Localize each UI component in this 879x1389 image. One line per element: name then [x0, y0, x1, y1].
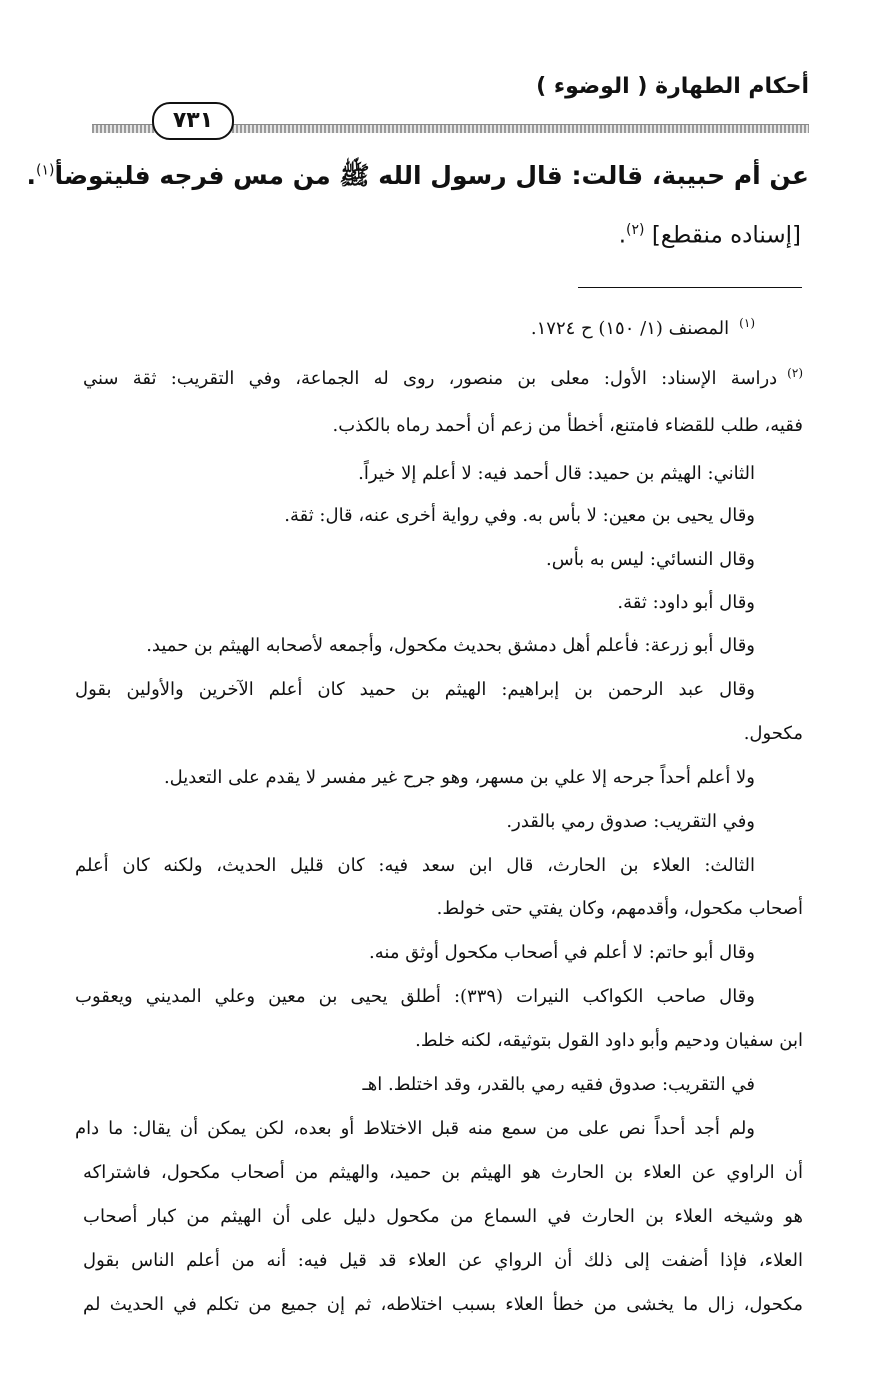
running-title: أحكام الطهارة ( الوضوء )	[536, 74, 809, 99]
footnote-2-line: ولم أجد أحداً نص على من سمع منه قبل الاختلاط أو بعده، لكن يمكن أن يقال: ما دام	[75, 1118, 755, 1139]
footnote-2-line: وقال النسائي: ليس به بأس.	[546, 549, 755, 570]
isnad-grade	[61, 222, 801, 249]
footnote-separator	[578, 287, 802, 288]
footnote-2-number: (٢)	[787, 366, 803, 380]
footnote-2-line: هو وشيخه العلاء بن الحارث في السماع من مكحول دليل على أن الهيثم من كبار أصحاب	[83, 1206, 803, 1227]
footnote-1-number: (١)	[739, 316, 755, 330]
footnote-2-line: وقال أبو حاتم: لا أعلم في أصحاب مكحول أوثق منه.	[369, 942, 755, 963]
footnote-2-line: أن الراوي عن العلاء بن الحارث هو الهيثم بن حميد، والهيثم من أصحاب مكحول، فاشتراكه	[83, 1162, 803, 1183]
hadith-body: عن أم حبيبة، قالت: قال رسول الله ﷺ من مس فرجه فليتوضأ	[54, 161, 809, 190]
footnote-ref-2[interactable]: (٢)	[626, 222, 645, 238]
grade-body: [إسناده منقطع]	[651, 222, 801, 249]
footnote-2-line: الثالث: العلاء بن الحارث، قال ابن سعد فيه: كان قليل الحديث، ولكنه كان أعلم	[75, 855, 755, 876]
footnote-2-line: أصحاب مكحول، وأقدمهم، وكان يفتي حتى خولط.	[436, 898, 803, 919]
hadith-text	[26, 160, 809, 197]
hadith-end: .	[26, 161, 36, 190]
footnote-2-line: في التقريب: صدوق فقيه رمي بالقدر، وقد اختلط. اهـ	[362, 1074, 755, 1095]
footnote-2-line: العلاء، فإذا أضفت إلى ذلك أن الرواي عن العلاء قد قيل فيه: أنه من أعلم الناس بقول	[83, 1250, 803, 1271]
footnote-2-line: ابن سفيان ودحيم وأبو داود القول بتوثيقه، لكنه خلط.	[415, 1030, 803, 1051]
footnote-2-line: وقال صاحب الكواكب النيرات (٣٣٩): أطلق يحيى بن معين وعلي المديني ويعقوب	[75, 986, 755, 1007]
footnote-2-line: وفي التقريب: صدوق رمي بالقدر.	[506, 811, 755, 832]
footnote-2-line: ولا أعلم أحداً جرحه إلا علي بن مسهر، وهو جرح غير مفسر لا يقدم على التعديل.	[163, 767, 755, 788]
footnote-2-line: وقال عبد الرحمن بن إبراهيم: الهيثم بن حميد كان أعلم الآخرين والأولين بقول	[75, 679, 755, 700]
footnote-2-line: وقال أبو زرعة: فأعلم أهل دمشق بحديث مكحول، وأجمعه لأصحابه الهيثم بن حميد.	[146, 635, 755, 656]
footnote-2-line	[83, 366, 803, 389]
footnote-1-text: المصنف (١/ ١٥٠) ح ١٧٢٤.	[530, 318, 730, 339]
footnote-2-line: فقيه، طلب للقضاء فامتنع، أخطأ من زعم أن أحمد رماه بالكذب.	[332, 415, 803, 436]
footnote-2-line: الثاني: الهيثم بن حميد: قال أحمد فيه: لا أعلم إلا خيراً.	[358, 463, 755, 484]
footnote-2-line: وقال أبو داود: ثقة.	[617, 592, 755, 613]
footnote-ref-1[interactable]: (١)	[36, 162, 55, 179]
footnote-2-line: وقال يحيى بن معين: لا بأس به. وفي رواية أخرى عنه، قال: ثقة.	[284, 505, 755, 526]
footnote-2-line: مكحول.	[743, 723, 803, 744]
footnote-2-line: مكحول، زال ما يخشى من خطأ العلاء بسبب اختلاطه، ثم إن جميع من تكلم في الحديث لم	[83, 1294, 803, 1315]
footnote-1	[75, 316, 755, 339]
footnote-line-text: دراسة الإسناد: الأول: معلى بن منصور، روى له الجماعة، وفي التقريب: ثقة سني	[83, 368, 778, 389]
grade-end: .	[618, 222, 627, 249]
page-number-badge: ٧٣١	[152, 102, 234, 140]
